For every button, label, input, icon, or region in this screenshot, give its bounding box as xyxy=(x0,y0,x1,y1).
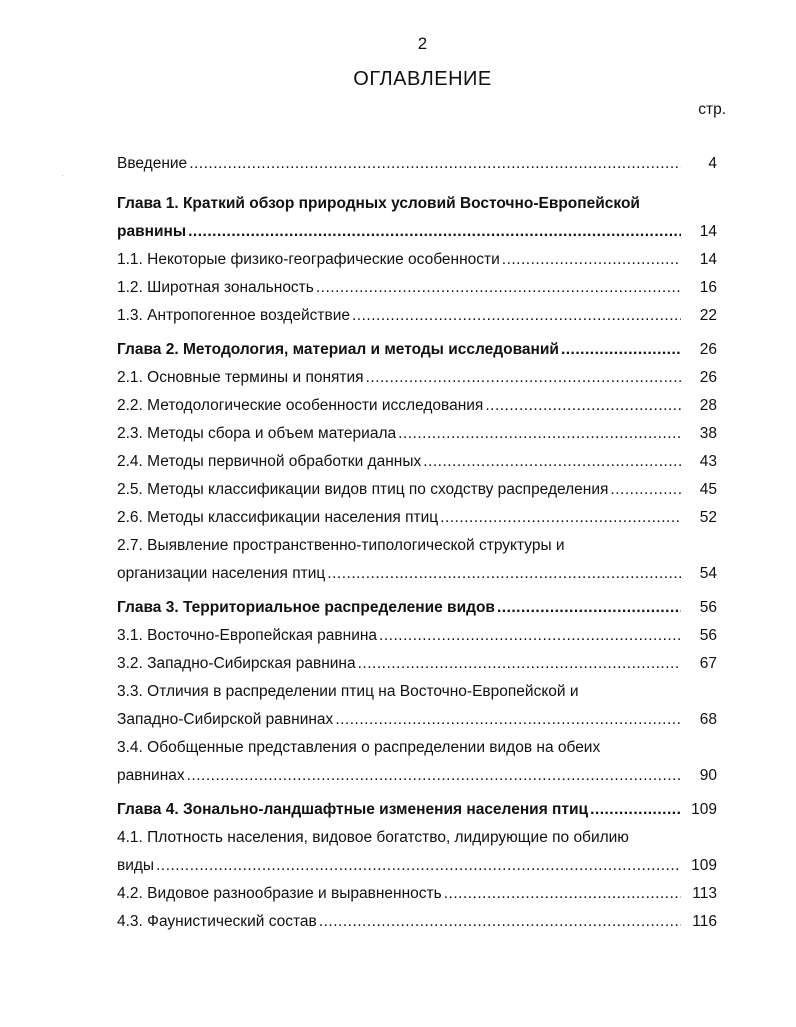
toc-entry-title: 2.4. Методы первичной обработки данных xyxy=(117,453,422,470)
toc-entry-1-3 xyxy=(117,302,717,330)
toc-entry-2-7-cont xyxy=(117,560,717,588)
toc-entry-1-1 xyxy=(117,246,717,274)
toc-entry-2-3 xyxy=(117,420,717,448)
toc-entry-page: 43 xyxy=(699,453,717,470)
toc-entry-page: 54 xyxy=(699,565,717,582)
toc-entry-title: Глава 3. Территориальное распределение видов xyxy=(117,599,495,616)
leader-dots xyxy=(610,476,681,504)
toc-entry-title: Западно-Сибирской равнинах xyxy=(117,711,334,728)
toc-entry-title: равнинах xyxy=(117,767,185,784)
toc-entry-title: 1.3. Антропогенное воздействие xyxy=(117,307,350,324)
toc-entry-page: 90 xyxy=(699,767,717,784)
leader-dots xyxy=(497,594,681,622)
leader-dots xyxy=(398,420,681,448)
toc-entry-2-5 xyxy=(117,476,717,504)
leader-dots xyxy=(156,852,681,880)
toc-entry-title: 3.3. Отличия в распределении птиц на Восточно-Европейской и xyxy=(117,683,579,700)
toc-entry-chapter-1 xyxy=(117,190,717,218)
toc-entry-title: Глава 2. Методология, материал и методы исследований xyxy=(117,341,559,358)
toc-entry-3-3 xyxy=(117,678,717,706)
toc-entry-page: 22 xyxy=(699,307,717,324)
leader-dots xyxy=(485,392,681,420)
toc-entry-page: 68 xyxy=(699,711,717,728)
leader-dots xyxy=(189,150,681,178)
toc-entry-3-1 xyxy=(117,622,717,650)
toc-entry-3-4-cont xyxy=(117,762,717,790)
toc-entry-title: 3.4. Обобщенные представления о распределении видов на обеих xyxy=(117,739,601,756)
leader-dots xyxy=(366,364,681,392)
toc-entry-2-6 xyxy=(117,504,717,532)
toc-entry-3-2 xyxy=(117,650,717,678)
toc-entry-page: 109 xyxy=(691,857,717,874)
leader-dots xyxy=(188,218,681,246)
toc-entry-page: 56 xyxy=(699,599,717,616)
leader-dots xyxy=(440,504,681,532)
toc-entry-chapter-1-cont xyxy=(117,218,717,246)
page-title: ОГЛАВЛЕНИЕ xyxy=(353,68,492,90)
leader-dots xyxy=(319,908,681,936)
leader-dots xyxy=(423,448,681,476)
toc-entry-title: 2.3. Методы сбора и объем материала xyxy=(117,425,397,442)
toc-entry-chapter-4 xyxy=(117,796,717,824)
toc-entry-4-2 xyxy=(117,880,717,908)
leader-dots xyxy=(358,650,681,678)
toc-entry-page: 28 xyxy=(699,397,717,414)
toc-entry-title: 2.6. Методы классификации населения птиц xyxy=(117,509,439,526)
toc-entry-3-3-cont xyxy=(117,706,717,734)
toc-entry-2-4 xyxy=(117,448,717,476)
toc-entry-page: 116 xyxy=(692,913,717,930)
toc-entry-title: равнины xyxy=(117,223,187,240)
leader-dots xyxy=(327,560,681,588)
leader-dots xyxy=(590,796,681,824)
toc-entry-title: 1.1. Некоторые физико-географические особенности xyxy=(117,251,500,268)
toc-entry-page: 109 xyxy=(691,801,717,818)
toc-entry-title: 2.1. Основные термины и понятия xyxy=(117,369,364,386)
toc-entry-page: 52 xyxy=(699,509,717,526)
leader-dots xyxy=(561,336,681,364)
leader-dots xyxy=(187,762,681,790)
toc-entry-page: 16 xyxy=(699,279,717,296)
toc-entry-page: 4 xyxy=(708,155,717,172)
toc-entry-page: 56 xyxy=(699,627,717,644)
toc-entry-page: 26 xyxy=(699,341,717,358)
toc-entry-introduction xyxy=(117,150,717,178)
leader-dots xyxy=(502,246,681,274)
toc-entry-page: 38 xyxy=(699,425,717,442)
leader-dots xyxy=(379,622,681,650)
toc-entry-2-2 xyxy=(117,392,717,420)
toc-entry-title: виды xyxy=(117,857,155,874)
leader-dots xyxy=(335,706,681,734)
toc-entry-chapter-3 xyxy=(117,594,717,622)
toc-entry-title: 3.2. Западно-Сибирская равнина xyxy=(117,655,356,672)
toc-entry-title: Глава 1. Краткий обзор природных условий Восточно-Европейской xyxy=(117,195,640,212)
toc-entry-4-1-cont xyxy=(117,852,717,880)
toc-entry-title: 2.2. Методологические особенности исследования xyxy=(117,397,484,414)
toc-entry-1-2 xyxy=(117,274,717,302)
toc-entry-title: 3.1. Восточно-Европейская равнина xyxy=(117,627,378,644)
leader-dots xyxy=(316,274,681,302)
leader-dots xyxy=(352,302,681,330)
toc-entry-title: Введение xyxy=(117,155,188,172)
toc-entry-page: 26 xyxy=(699,369,717,386)
toc-entry-page: 45 xyxy=(699,481,717,498)
toc-entry-page: 14 xyxy=(699,251,717,268)
table-of-contents xyxy=(117,150,717,936)
toc-entry-page: 67 xyxy=(699,655,717,672)
toc-entry-3-4 xyxy=(117,734,717,762)
toc-entry-title: Глава 4. Зонально-ландшафтные изменения населения птиц xyxy=(117,801,589,818)
leader-dots xyxy=(444,880,681,908)
toc-entry-title: организации населения птиц xyxy=(117,565,326,582)
toc-entry-chapter-2 xyxy=(117,336,717,364)
toc-entry-title: 4.3. Фаунистический состав xyxy=(117,913,317,930)
scan-speck xyxy=(62,175,63,176)
toc-entry-title: 1.2. Широтная зональность xyxy=(117,279,314,296)
toc-entry-title: 2.7. Выявление пространственно-типологической структуры и xyxy=(117,537,565,554)
toc-entry-2-7 xyxy=(117,532,717,560)
toc-entry-4-3 xyxy=(117,908,717,936)
toc-entry-title: 4.2. Видовое разнообразие и выравненность xyxy=(117,885,442,902)
page-number: 2 xyxy=(417,34,428,53)
toc-entry-page: 113 xyxy=(692,885,717,902)
toc-entry-page: 14 xyxy=(699,223,717,240)
toc-entry-4-1 xyxy=(117,824,717,852)
page-column-label: стр. xyxy=(698,101,726,118)
toc-entry-title: 2.5. Методы классификации видов птиц по сходству распределения xyxy=(117,481,609,498)
toc-entry-title: 4.1. Плотность населения, видовое богатство, лидирующие по обилию xyxy=(117,829,629,846)
toc-entry-2-1 xyxy=(117,364,717,392)
